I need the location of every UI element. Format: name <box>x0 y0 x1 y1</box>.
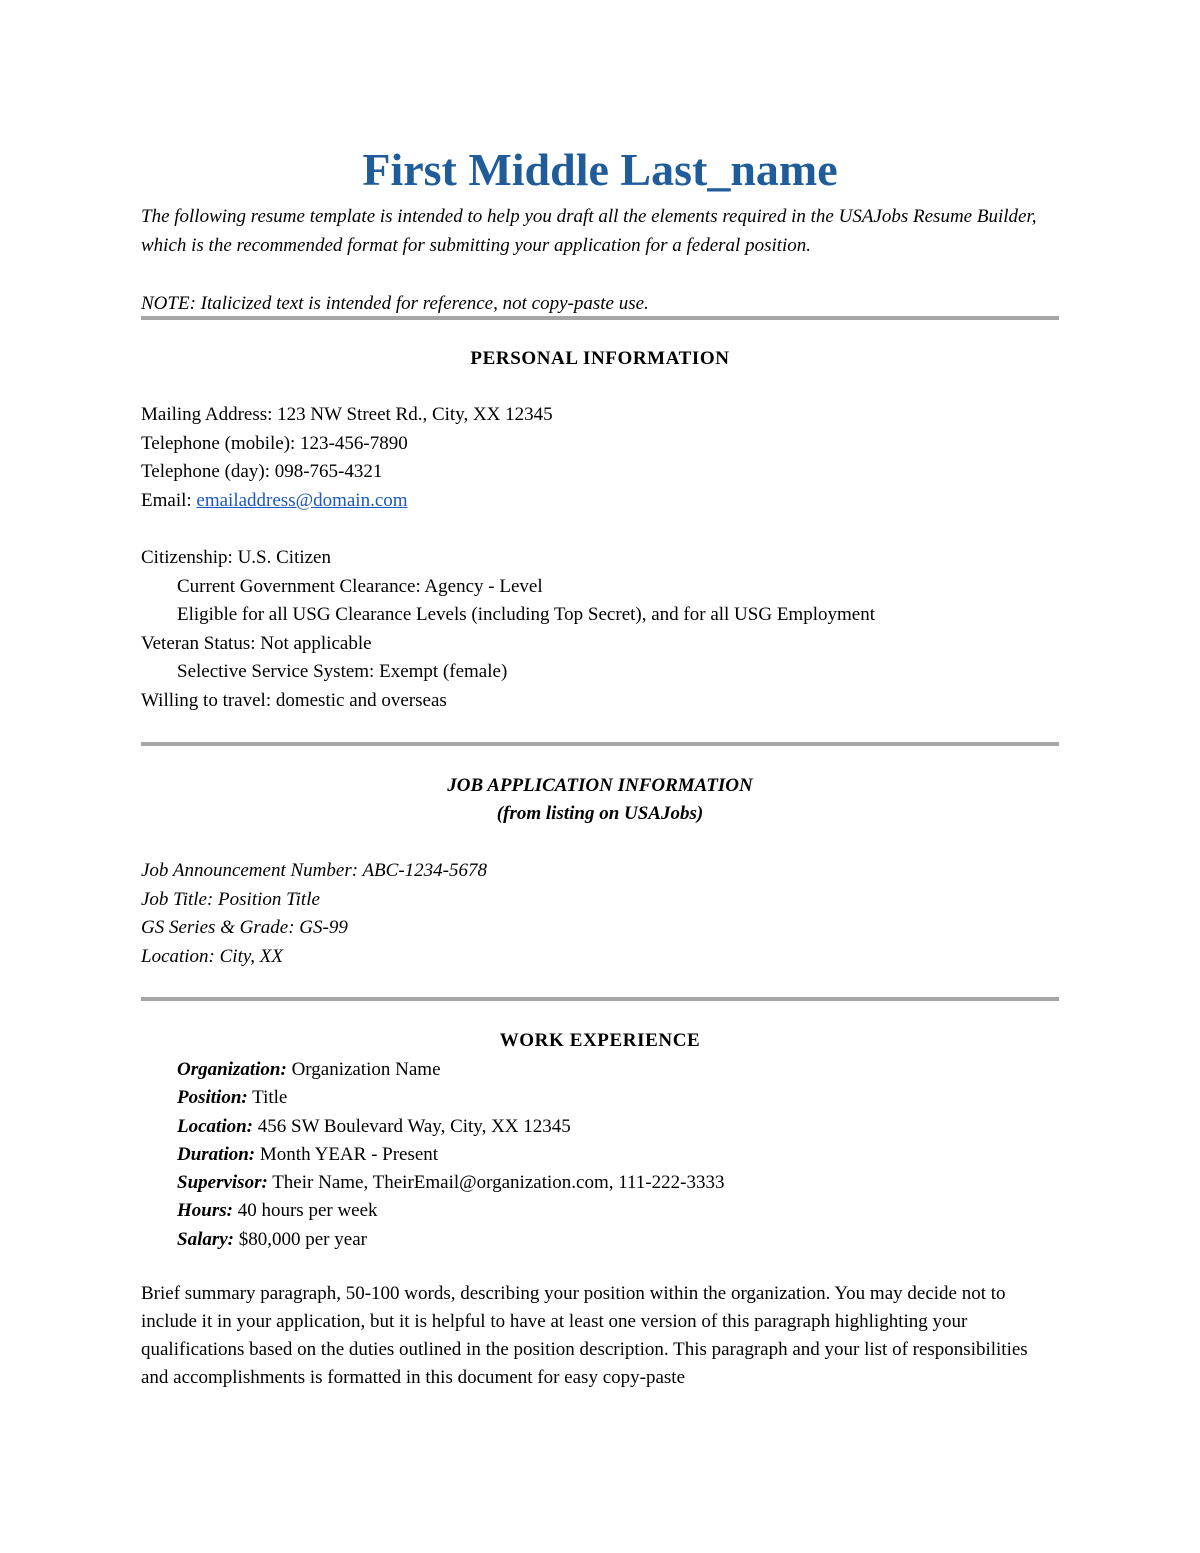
telephone-mobile: Telephone (mobile): 123-456-7890 <box>141 432 408 454</box>
selective-service: Selective Service System: Exempt (female) <box>177 661 508 683</box>
field-label: Duration: <box>177 1143 256 1165</box>
field-label: Location: <box>177 1115 253 1137</box>
personal-info-heading: PERSONAL INFORMATION <box>470 348 730 369</box>
field-label: Supervisor: <box>177 1172 268 1194</box>
work-field-duration <box>177 1141 724 1169</box>
email-line <box>141 487 553 516</box>
field-label: Position: <box>177 1087 248 1109</box>
work-field-salary <box>177 1226 724 1254</box>
field-label: Hours: <box>177 1200 233 1222</box>
field-value: $80,000 per year <box>234 1228 367 1250</box>
field-value: Title <box>247 1087 288 1109</box>
work-details <box>177 1056 724 1254</box>
job-title: Job Title: Position Title <box>141 888 320 910</box>
field-value: Their Name, TheirEmail@organization.com, 111-222-3333 <box>267 1172 725 1194</box>
job-application-subheading: (from listing on USAJobs) <box>496 803 704 824</box>
work-field-location <box>177 1113 724 1141</box>
work-field-supervisor <box>177 1169 724 1197</box>
clearance: Current Government Clearance: Agency - Level <box>177 575 543 597</box>
work-summary-paragraph: Brief summary paragraph, 50-100 words, describing your position within the organization. You may decide not to include it in your application, but it is helpful to have at least one version of this paragraph highlighting your qualifications based on the duties outlined in the position description. This paragraph and your list of responsibilities and accomplishments is formatted in this document for easy copy-paste <box>141 1283 1028 1388</box>
gs-series-grade: GS Series & Grade: GS-99 <box>141 917 348 939</box>
intro-paragraph: The following resume template is intended to help you draft all the elements required in the USAJobs Resume Builder, which is the recommended format for submitting your application for a federal position. <box>141 206 1037 256</box>
email-label: Email: <box>141 489 197 511</box>
section-divider <box>141 316 1059 320</box>
field-value: 456 SW Boulevard Way, City, XX 12345 <box>253 1115 571 1137</box>
work-experience-heading: WORK EXPERIENCE <box>499 1030 701 1051</box>
telephone-day: Telephone (day): 098-765-4321 <box>141 461 383 483</box>
work-field-position <box>177 1084 724 1112</box>
travel-willingness: Willing to travel: domestic and overseas <box>141 689 447 711</box>
eligibility: Eligible for all USG Clearance Levels (including Top Secret), and for all USG Employment <box>177 604 875 626</box>
contact-block <box>141 401 553 515</box>
work-field-organization <box>177 1056 724 1084</box>
field-value: Month YEAR - Present <box>255 1143 439 1165</box>
section-divider <box>141 742 1059 746</box>
field-label: Organization: <box>177 1059 287 1080</box>
job-announcement-number: Job Announcement Number: ABC-1234-5678 <box>141 860 487 881</box>
section-divider <box>141 997 1059 1001</box>
email-link[interactable]: emailaddress@domain.com <box>196 489 408 511</box>
resume-name-title: First Middle Last_name <box>362 144 838 195</box>
mailing-address: Mailing Address: 123 NW Street Rd., City, XX 12345 <box>141 404 553 425</box>
job-info-block <box>141 857 487 971</box>
job-location: Location: City, XX <box>141 945 283 967</box>
work-field-hours <box>177 1197 724 1225</box>
veteran-status: Veteran Status: Not applicable <box>141 632 372 654</box>
field-value: 40 hours per week <box>232 1200 378 1222</box>
field-value: Organization Name <box>286 1059 441 1080</box>
note-line: NOTE: Italicized text is intended for reference, not copy-paste use. <box>141 293 649 314</box>
field-label: Salary: <box>177 1228 234 1250</box>
job-application-heading: JOB APPLICATION INFORMATION <box>447 775 753 796</box>
status-block <box>141 544 875 716</box>
citizenship: Citizenship: U.S. Citizen <box>141 547 331 568</box>
